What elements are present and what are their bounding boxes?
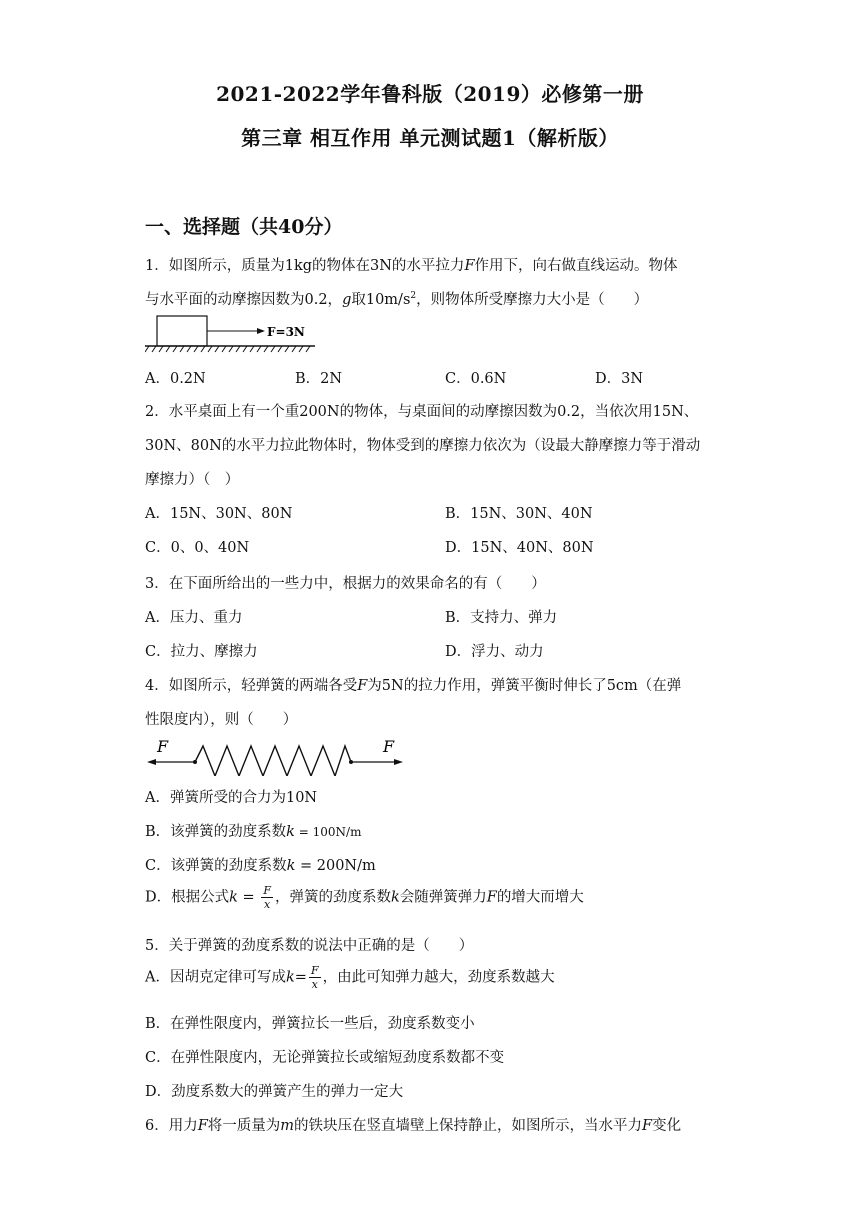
doc-title-line1: 2021-2022学年鲁科版（2019）必修第一册 [216, 82, 644, 106]
q5-formula-fraction: $\frac{F}{x}$ [310, 964, 319, 991]
q3-option-d[interactable]: D．浮力、动力 [445, 644, 544, 660]
q1-option-d[interactable]: D．3N [595, 371, 644, 387]
q3-option-c[interactable]: C．拉力、摩擦力 [145, 644, 258, 660]
q5-option-d[interactable]: D．劲度系数大的弹簧产生的弹力一定大 [145, 1084, 404, 1100]
q1-force-label: F=3N [267, 325, 305, 339]
q3-option-b[interactable]: B．支持力、弹力 [445, 610, 558, 626]
q2-option-c[interactable]: C．0、0、40N [145, 540, 250, 556]
q2-stem-line1: 2．水平桌面上有一个重200N的物体，与桌面间的动摩擦因数为0.2，当依次用15N、 [145, 404, 699, 420]
q1-option-c[interactable]: C．0.6N [445, 371, 507, 387]
q2-option-d[interactable]: D．15N、40N、80N [445, 540, 594, 556]
q1-option-b[interactable]: B．2N [295, 371, 343, 387]
q5-option-a[interactable]: A．因胡克定律可写成k= $\frac{F}{x}$ ，由此可知弹力越大，劲度系数越大 [145, 964, 555, 991]
q2-stem-line2: 30N、80N的水平力拉此物体时，物体受到的摩擦力依次为（设最大静摩擦力等于滑动 [145, 438, 701, 454]
q1-stem-line2: 与水平面的动摩擦因数为0.2，g取$10m/s^2$，则物体所受摩擦力大小是（ ） [145, 291, 649, 308]
q5-option-b[interactable]: B．在弹性限度内，弹簧拉长一些后，劲度系数变小 [145, 1016, 475, 1032]
q3-stem-line1: 3．在下面所给出的一些力中，根据力的效果命名的有（ ） [145, 576, 546, 592]
q6-stem-line1: 6．用力F将一质量为m的铁块压在竖直墙壁上保持静止，如图所示，当水平力F变化 [145, 1118, 682, 1134]
q4-option-d[interactable]: D．根据公式k = $\frac{F}{x}$ ，弹簧的劲度系数k会随弹簧弹力F的增大而增大 [145, 884, 584, 911]
q5-stem-line1: 5．关于弹簧的劲度系数的说法中正确的是（ ） [145, 938, 474, 954]
q4-formula-fraction: $\frac{F}{x}$ [263, 884, 271, 911]
q1-stem-line1: 1．如图所示，质量为1kg的物体在3N的水平拉力F作用下，向右做直线运动。物体 [145, 258, 678, 274]
q2-option-b[interactable]: B．15N、30N、40N [445, 506, 593, 522]
q5-option-c[interactable]: C．在弹性限度内，无论弹簧拉长或缩短劲度系数都不变 [145, 1050, 505, 1066]
q2-stem-line3: 摩擦力）（ ） [145, 472, 240, 488]
q2-option-a[interactable]: A．15N、30N、80N [145, 506, 293, 522]
q4-stem-line1: 4．如图所示，轻弹簧的两端各受F为5N的拉力作用，弹簧平衡时伸长了5cm（在弹 [145, 678, 682, 694]
q4-option-b[interactable]: B．该弹簧的劲度系数k = 100N/m [145, 824, 362, 840]
q4-stem-line2: 性限度内），则（ ） [145, 712, 298, 728]
q1-option-a[interactable]: A．0.2N [145, 371, 206, 387]
section-heading: 一、选择题（共40分） [145, 216, 343, 238]
q4-right-force-label: F [383, 737, 395, 756]
q1-block-figure [145, 312, 320, 354]
doc-title-line2: 第三章 相互作用 单元测试题1（解析版） [241, 126, 619, 150]
q4-spring-figure [145, 736, 407, 776]
q3-option-a[interactable]: A．压力、重力 [145, 610, 243, 626]
q4-left-force-label: F [157, 737, 169, 756]
q4-option-c[interactable]: C．该弹簧的劲度系数k = 200N/m [145, 858, 376, 874]
q4-option-a[interactable]: A．弹簧所受的合力为10N [145, 790, 318, 806]
